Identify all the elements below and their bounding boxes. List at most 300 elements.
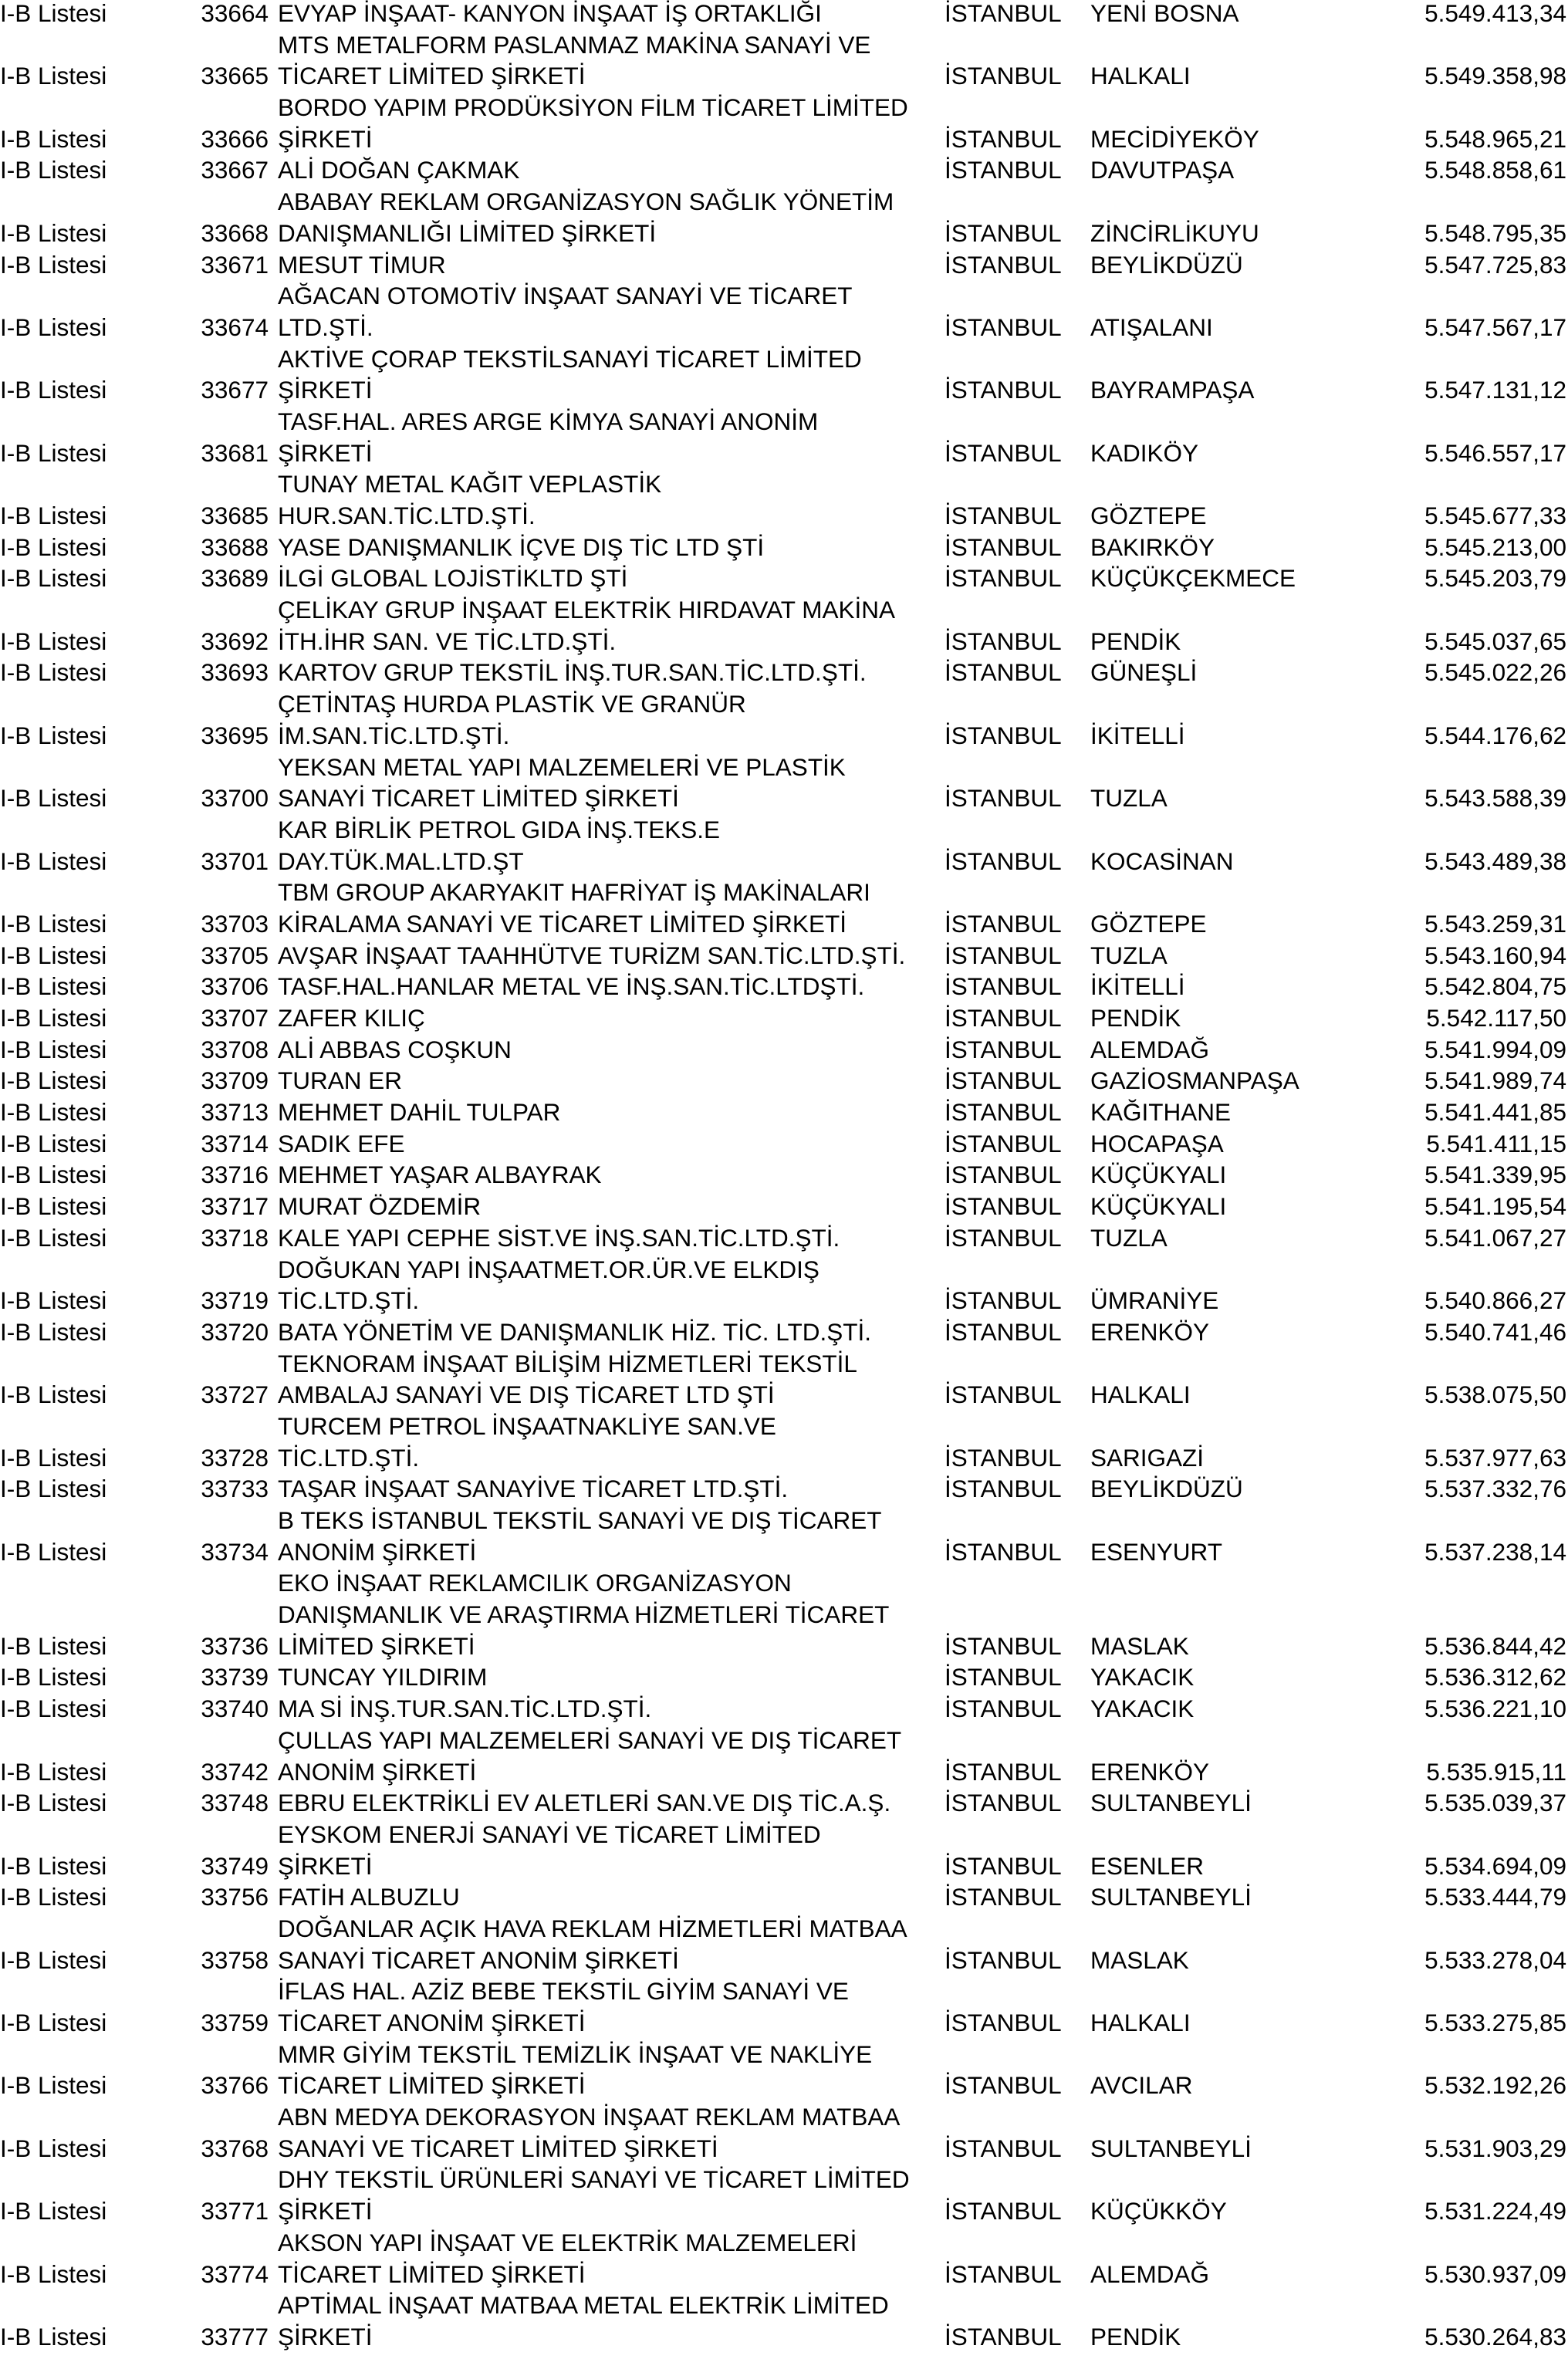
row-line [0,123,1568,155]
district: PENDİK [1090,1004,1181,1032]
company-name: AKSON YAPI İNŞAAT VE ELEKTRİK MALZEMELERİ [278,2228,857,2256]
row-line [0,877,1568,908]
city: İSTANBUL [945,1631,1062,1660]
company-name: TİCARET ANONİM ŞİRKETİ [278,2009,586,2036]
row-line [0,406,1568,438]
company-name: TURCEM PETROL İNŞAATNAKLİYE SAN.VE [278,1411,776,1440]
district: HOCAPAŞA [1090,1129,1224,1158]
table-row [0,2290,1568,2352]
amount: 5.543.588,39 [1424,784,1566,813]
table-row [0,1128,1568,1160]
row-line [0,2101,1568,2133]
record-number: 33733 [201,1475,269,1503]
row-line [0,1599,1568,1631]
record-number: 33728 [201,1443,269,1472]
company-name: MESUT TİMUR [278,250,446,279]
row-line [0,908,1568,940]
table-row [0,154,1568,186]
city: İSTANBUL [945,784,1062,813]
record-number: 33689 [201,564,269,593]
record-number: 33727 [201,1381,269,1409]
list-label: I-B Listesi [0,376,107,404]
record-number: 33759 [201,2009,269,2036]
district: BEYLİKDÜZÜ [1090,1475,1243,1503]
city: İSTANBUL [945,972,1062,1001]
row-line [0,1881,1568,1913]
row-line [0,846,1568,877]
row-line [0,343,1568,375]
record-number: 33734 [201,1537,269,1566]
district: BAKIRKÖY [1090,532,1215,561]
company-name: B TEKS İSTANBUL TEKSTİL SANAYİ VE DIŞ TİCARET [278,1506,882,1534]
row-line [0,218,1568,249]
table-row [0,532,1568,563]
company-name: SANAYİ VE TİCARET LİMİTED ŞİRKETİ [278,2134,718,2162]
company-name: TUNCAY YILDIRIM [278,1663,488,1692]
city: İSTANBUL [945,2259,1062,2288]
row-line [0,2133,1568,2165]
row-line [0,1379,1568,1411]
row-line [0,1254,1568,1286]
list-label: I-B Listesi [0,0,107,27]
amount: 5.537.332,76 [1424,1475,1566,1503]
district: ALEMDAĞ [1090,1035,1210,1063]
city: İSTANBUL [945,313,1062,341]
city: İSTANBUL [945,1789,1062,1817]
list-label: I-B Listesi [0,1443,107,1472]
list-label: I-B Listesi [0,502,107,529]
record-number: 33749 [201,1851,269,1880]
list-label: I-B Listesi [0,156,107,184]
record-number: 33713 [201,1098,269,1127]
amount: 5.536.844,42 [1424,1631,1566,1660]
table-row [0,688,1568,751]
district: TUZLA [1090,1223,1168,1252]
record-number: 33716 [201,1161,269,1189]
amount: 5.547.131,12 [1424,376,1566,404]
district: ERENKÖY [1090,1757,1210,1786]
table-row [0,249,1568,281]
district: İKİTELLİ [1090,972,1185,1001]
row-line [0,1975,1568,2007]
district: MASLAK [1090,1631,1189,1660]
company-name: TURAN ER [278,1066,403,1095]
row-line [0,594,1568,626]
table-row [0,186,1568,248]
city: İSTANBUL [945,2009,1062,2036]
city: İSTANBUL [945,250,1062,279]
row-line [0,2290,1568,2321]
list-label: I-B Listesi [0,1789,107,1817]
city: İSTANBUL [945,2134,1062,2162]
amount: 5.536.312,62 [1424,1663,1566,1692]
list-label: I-B Listesi [0,438,107,467]
row-line [0,312,1568,343]
city: İSTANBUL [945,1098,1062,1127]
row-line [0,1442,1568,1474]
company-name: AĞACAN OTOMOTİV İNŞAAT SANAYİ VE TİCARET [278,282,853,310]
record-number: 33771 [201,2197,269,2226]
company-name: BORDO YAPIM PRODÜKSİYON FİLM TİCARET LİMİTED [278,93,908,122]
list-label: I-B Listesi [0,1161,107,1189]
row-line [0,563,1568,594]
list-label: I-B Listesi [0,1883,107,1911]
company-name: İFLAS HAL. AZİZ BEBE TEKSTİL GİYİM SANAYİ VE [278,1977,849,2006]
list-label: I-B Listesi [0,972,107,1001]
row-line [0,971,1568,1002]
company-name: YASE DANIŞMANLIK İÇVE DIŞ TİC LTD ŞTİ [278,532,765,561]
record-number: 33703 [201,909,269,938]
table-row [0,92,1568,154]
row-line [0,1945,1568,1976]
company-name: İLGİ GLOBAL LOJİSTİKLTD ŞTİ [278,564,628,593]
row-line [0,782,1568,814]
amount: 5.533.278,04 [1424,1945,1566,1974]
amount: 5.545.037,65 [1424,627,1566,655]
list-label: I-B Listesi [0,1537,107,1566]
city: İSTANBUL [945,1475,1062,1503]
company-name: TİCARET LİMİTED ŞİRKETİ [278,62,586,90]
company-name: ŞİRKETİ [278,376,373,404]
district: ÜMRANİYE [1090,1286,1219,1315]
amount: 5.533.275,85 [1424,2009,1566,2036]
city: İSTANBUL [945,218,1062,247]
record-number: 33708 [201,1035,269,1063]
record-number: 33720 [201,1317,269,1346]
list-label: I-B Listesi [0,941,107,969]
record-number: 33665 [201,62,269,90]
city: İSTANBUL [945,721,1062,749]
amount: 5.532.192,26 [1424,2071,1566,2100]
row-line [0,468,1568,500]
table-row [0,468,1568,531]
amount: 5.545.022,26 [1424,658,1566,687]
list-label: I-B Listesi [0,1223,107,1252]
amount: 5.541.411,15 [1426,1129,1566,1158]
table-row [0,29,1568,92]
district: PENDİK [1090,2322,1181,2351]
list-label: I-B Listesi [0,1035,107,1063]
row-line [0,2039,1568,2070]
table-row [0,1254,1568,1316]
list-label: I-B Listesi [0,847,107,875]
row-line [0,1913,1568,1945]
record-number: 33685 [201,502,269,529]
district: DAVUTPAŞA [1090,156,1235,184]
row-line [0,92,1568,123]
record-number: 33717 [201,1192,269,1221]
table-row [0,1725,1568,1787]
amount: 5.541.994,09 [1424,1035,1566,1063]
city: İSTANBUL [945,627,1062,655]
city: İSTANBUL [945,0,1062,27]
company-name: TİC.LTD.ŞTİ. [278,1286,420,1315]
list-label: I-B Listesi [0,1475,107,1503]
district: KÜÇÜKYALI [1090,1192,1227,1221]
list-label: I-B Listesi [0,1192,107,1221]
row-line [0,1725,1568,1756]
district: KÜÇÜKKÖY [1090,2197,1227,2226]
list-label: I-B Listesi [0,62,107,90]
district: SARIGAZİ [1090,1443,1205,1472]
record-number: 33671 [201,250,269,279]
company-name: TİCARET LİMİTED ŞİRKETİ [278,2259,586,2288]
district: HALKALI [1090,62,1191,90]
amount: 5.540.741,46 [1424,1317,1566,1346]
city: İSTANBUL [945,376,1062,404]
city: İSTANBUL [945,1317,1062,1346]
record-number: 33688 [201,532,269,561]
amount: 5.542.804,75 [1424,972,1566,1001]
company-name: TİCARET LİMİTED ŞİRKETİ [278,2071,586,2100]
company-name: DOĞANLAR AÇIK HAVA REKLAM HİZMETLERİ MATBAA [278,1914,907,1942]
company-name: ANONİM ŞİRKETİ [278,1757,477,1786]
record-number: 33742 [201,1757,269,1786]
amount: 5.541.989,74 [1424,1066,1566,1095]
district: ZİNCİRLİKUYU [1090,218,1259,247]
city: İSTANBUL [945,658,1062,687]
amount: 5.536.221,10 [1424,1695,1566,1723]
list-label: I-B Listesi [0,218,107,247]
company-name: ALİ DOĞAN ÇAKMAK [278,156,520,184]
company-name: DOĞUKAN YAPI İNŞAATMET.OR.ÜR.VE ELKDIŞ [278,1255,819,1283]
company-name: ŞİRKETİ [278,2197,373,2226]
table-row [0,1819,1568,1881]
amount: 5.543.160,94 [1424,941,1566,969]
company-name: DAY.TÜK.MAL.LTD.ŞT [278,847,524,875]
city: İSTANBUL [945,564,1062,593]
amount: 5.544.176,62 [1424,721,1566,749]
amount: 5.530.937,09 [1424,2259,1566,2288]
amount: 5.535.039,37 [1424,1789,1566,1817]
district: BAYRAMPAŞA [1090,376,1255,404]
list-label: I-B Listesi [0,1851,107,1880]
row-line [0,2227,1568,2259]
row-line [0,0,1568,29]
row-line [0,1348,1568,1380]
row-line [0,249,1568,281]
city: İSTANBUL [945,2071,1062,2100]
district: MECİDİYEKÖY [1090,124,1259,153]
table-row [0,343,1568,406]
table-row [0,1222,1568,1254]
city: İSTANBUL [945,124,1062,153]
list-label: I-B Listesi [0,1098,107,1127]
amount: 5.545.677,33 [1424,502,1566,529]
city: İSTANBUL [945,438,1062,467]
row-line [0,1128,1568,1160]
company-name: TİC.LTD.ŞTİ. [278,1443,420,1472]
city: İSTANBUL [945,1537,1062,1566]
table-row [0,971,1568,1002]
record-number: 33667 [201,156,269,184]
city: İSTANBUL [945,1223,1062,1252]
record-number: 33714 [201,1129,269,1158]
table-row [0,1975,1568,2038]
district: ESENYURT [1090,1537,1222,1566]
table-row [0,1348,1568,1411]
company-name: TBM GROUP AKARYAKIT HAFRİYAT İŞ MAKİNALARI [278,878,870,907]
company-name: ANONİM ŞİRKETİ [278,1537,477,1566]
row-line [0,1631,1568,1662]
city: İSTANBUL [945,532,1062,561]
row-line [0,940,1568,972]
district: İKİTELLİ [1090,721,1185,749]
record-number: 33709 [201,1066,269,1095]
list-label: I-B Listesi [0,2259,107,2288]
row-line [0,1536,1568,1568]
table-row [0,1693,1568,1725]
row-line [0,2259,1568,2290]
district: GAZİOSMANPAŞA [1090,1066,1299,1095]
list-label: I-B Listesi [0,564,107,593]
table-row [0,1065,1568,1097]
district: TUZLA [1090,784,1168,813]
table-row [0,2227,1568,2290]
row-line [0,1693,1568,1725]
list-label: I-B Listesi [0,1129,107,1158]
district: TUZLA [1090,941,1168,969]
district: GÜNEŞLİ [1090,658,1198,687]
table-row [0,1787,1568,1819]
company-name: KARTOV GRUP TEKSTİL İNŞ.TUR.SAN.TİC.LTD.ŞTİ. [278,658,867,687]
row-line [0,60,1568,92]
amount: 5.537.977,63 [1424,1443,1566,1472]
table-row [0,1316,1568,1348]
city: İSTANBUL [945,1381,1062,1409]
company-name: TUNAY METAL KAĞIT VEPLASTİK [278,470,662,498]
table-row [0,1159,1568,1191]
company-name: AVŞAR İNŞAAT TAAHHÜTVE TURİZM SAN.TİC.LTD.ŞTİ. [278,941,906,969]
city: İSTANBUL [945,1004,1062,1032]
company-name: ÇELİKAY GRUP İNŞAAT ELEKTRİK HIRDAVAT MAKİNA [278,596,895,624]
amount: 5.531.224,49 [1424,2197,1566,2226]
record-number: 33674 [201,313,269,341]
record-number: 33736 [201,1631,269,1660]
company-name: SANAYİ TİCARET ANONİM ŞİRKETİ [278,1945,679,1974]
district: BEYLİKDÜZÜ [1090,250,1243,279]
company-name: HUR.SAN.TİC.LTD.ŞTİ. [278,502,536,529]
table-row [0,1913,1568,1975]
company-name: TEKNORAM İNŞAAT BİLİŞİM HİZMETLERİ TEKSTİL [278,1349,857,1377]
row-line [0,186,1568,218]
table-row [0,0,1568,29]
company-name: MEHMET DAHİL TULPAR [278,1098,561,1127]
city: İSTANBUL [945,847,1062,875]
district: ATIŞALANI [1090,313,1213,341]
record-number: 33692 [201,627,269,655]
list-label: I-B Listesi [0,2134,107,2162]
amount: 5.541.339,95 [1424,1161,1566,1189]
table-row [0,1505,1568,1567]
row-line [0,500,1568,532]
company-name: ZAFER KILIÇ [278,1004,425,1032]
company-name: FATİH ALBUZLU [278,1883,460,1911]
city: İSTANBUL [945,62,1062,90]
company-name: LİMİTED ŞİRKETİ [278,1631,475,1660]
record-number: 33693 [201,658,269,687]
district: ESENLER [1090,1851,1205,1880]
district: SULTANBEYLİ [1090,2134,1252,2162]
company-name: ÇETİNTAŞ HURDA PLASTİK VE GRANÜR [278,690,746,718]
city: İSTANBUL [945,1851,1062,1880]
list-label: I-B Listesi [0,1945,107,1974]
company-name: MEHMET YAŞAR ALBAYRAK [278,1161,602,1189]
list-label: I-B Listesi [0,721,107,749]
district: SULTANBEYLİ [1090,1883,1252,1911]
row-line [0,752,1568,783]
city: İSTANBUL [945,1192,1062,1221]
amount: 5.548.858,61 [1424,156,1566,184]
table-row [0,814,1568,877]
amount: 5.534.694,09 [1424,1851,1566,1880]
table-row [0,2164,1568,2226]
list-label: I-B Listesi [0,909,107,938]
city: İSTANBUL [945,1695,1062,1723]
record-number: 33777 [201,2322,269,2351]
record-number: 33700 [201,784,269,813]
table-row [0,406,1568,468]
table-row [0,1097,1568,1128]
company-name: EYSKOM ENERJİ SANAYİ VE TİCARET LİMİTED [278,1820,821,1848]
city: İSTANBUL [945,502,1062,529]
amount: 5.545.213,00 [1424,532,1566,561]
company-name: ŞİRKETİ [278,438,373,467]
row-line [0,657,1568,688]
row-line [0,2007,1568,2039]
district: KADIKÖY [1090,438,1199,467]
city: İSTANBUL [945,1129,1062,1158]
record-number: 33719 [201,1286,269,1315]
company-name: EBRU ELEKTRİKLİ EV ALETLERİ SAN.VE DIŞ TİC.A.Ş. [278,1789,891,1817]
row-line [0,1002,1568,1034]
city: İSTANBUL [945,1663,1062,1692]
amount: 5.531.903,29 [1424,2134,1566,2162]
record-number: 33739 [201,1663,269,1692]
company-name: TAŞAR İNŞAAT SANAYİVE TİCARET LTD.ŞTİ. [278,1475,789,1503]
district: KOCASİNAN [1090,847,1234,875]
list-label: I-B Listesi [0,1066,107,1095]
district: SULTANBEYLİ [1090,1789,1252,1817]
table-row [0,1881,1568,1913]
city: İSTANBUL [945,1443,1062,1472]
record-number: 33681 [201,438,269,467]
row-line [0,2195,1568,2227]
row-line [0,1850,1568,1882]
city: İSTANBUL [945,2322,1062,2351]
row-line [0,1316,1568,1348]
table-row [0,1661,1568,1693]
table-row [0,280,1568,343]
company-name: TASF.HAL.HANLAR METAL VE İNŞ.SAN.TİC.LTDŞTİ. [278,972,865,1001]
list-label: I-B Listesi [0,784,107,813]
list-label: I-B Listesi [0,2071,107,2100]
amount: 5.533.444,79 [1424,1883,1566,1911]
amount: 5.549.413,34 [1424,0,1566,27]
company-name: SANAYİ TİCARET LİMİTED ŞİRKETİ [278,784,679,813]
record-number: 33677 [201,376,269,404]
city: İSTANBUL [945,1286,1062,1315]
row-line [0,1411,1568,1442]
record-number: 33705 [201,941,269,969]
table-row [0,1473,1568,1505]
list-label: I-B Listesi [0,1631,107,1660]
row-line [0,1159,1568,1191]
amount: 5.547.567,17 [1424,313,1566,341]
district: KÜÇÜKYALI [1090,1161,1227,1189]
list-label: I-B Listesi [0,2322,107,2351]
table-row [0,1191,1568,1222]
